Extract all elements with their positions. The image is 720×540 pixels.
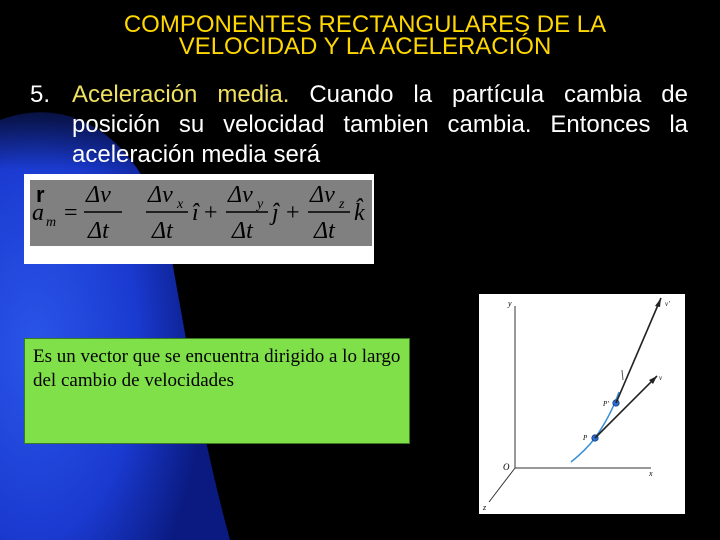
frac4-numerator-sub: z xyxy=(339,197,345,212)
p-label: P xyxy=(583,434,588,442)
frac3-denominator: Δt xyxy=(232,218,253,244)
origin-label: O xyxy=(503,462,510,472)
frac2-numerator-sub: x xyxy=(177,197,184,212)
item-body xyxy=(72,80,688,170)
x-axis-label: x xyxy=(649,469,653,478)
formula-lhs: a xyxy=(32,200,44,226)
unit-k: k̂ xyxy=(354,200,365,226)
frac4-numerator: Δv xyxy=(310,182,335,208)
plus-1: + xyxy=(204,200,218,226)
frac2-denominator: Δt xyxy=(152,218,173,244)
frac3-numerator-sub: y xyxy=(257,197,264,212)
z-axis-label: z xyxy=(483,503,487,512)
item-number: 5. xyxy=(30,81,51,108)
title-line-2: VELOCIDAD Y LA ACELERACIÓN xyxy=(178,33,552,60)
p-prime-label: P' xyxy=(603,400,609,408)
title-line-1: COMPONENTES RECTANGULARES DE LA xyxy=(123,11,607,38)
frac3-numerator: Δv xyxy=(228,182,253,208)
slide-title xyxy=(60,11,670,60)
unit-j: ĵ xyxy=(272,200,279,226)
note-box xyxy=(24,338,410,444)
average-acceleration-formula xyxy=(30,180,372,246)
formula-equals: = xyxy=(64,200,78,226)
overline-r: r xyxy=(36,182,45,207)
item-lead: Aceleración media. xyxy=(72,81,290,108)
velocity-diagram xyxy=(479,294,685,514)
formula-lhs-sub: m xyxy=(46,215,57,230)
frac2-numerator: Δv xyxy=(148,182,173,208)
plus-2: + xyxy=(286,200,300,226)
frac1-denominator: Δt xyxy=(88,218,109,244)
frac1-numerator: Δv xyxy=(86,182,111,208)
unit-i: î xyxy=(192,200,199,226)
v-prime-label: v' xyxy=(665,300,670,308)
v-label: v xyxy=(659,374,663,382)
frac4-denominator: Δt xyxy=(314,218,335,244)
item-text: Cuando la partícula cambia de posición su velocidad tambien cambia. Entonces la aceleración media será xyxy=(72,81,688,168)
note-text: Es un vector que se encuentra dirigido a lo largo del cambio de velocidades xyxy=(33,346,401,391)
y-axis-label: y xyxy=(508,299,512,308)
